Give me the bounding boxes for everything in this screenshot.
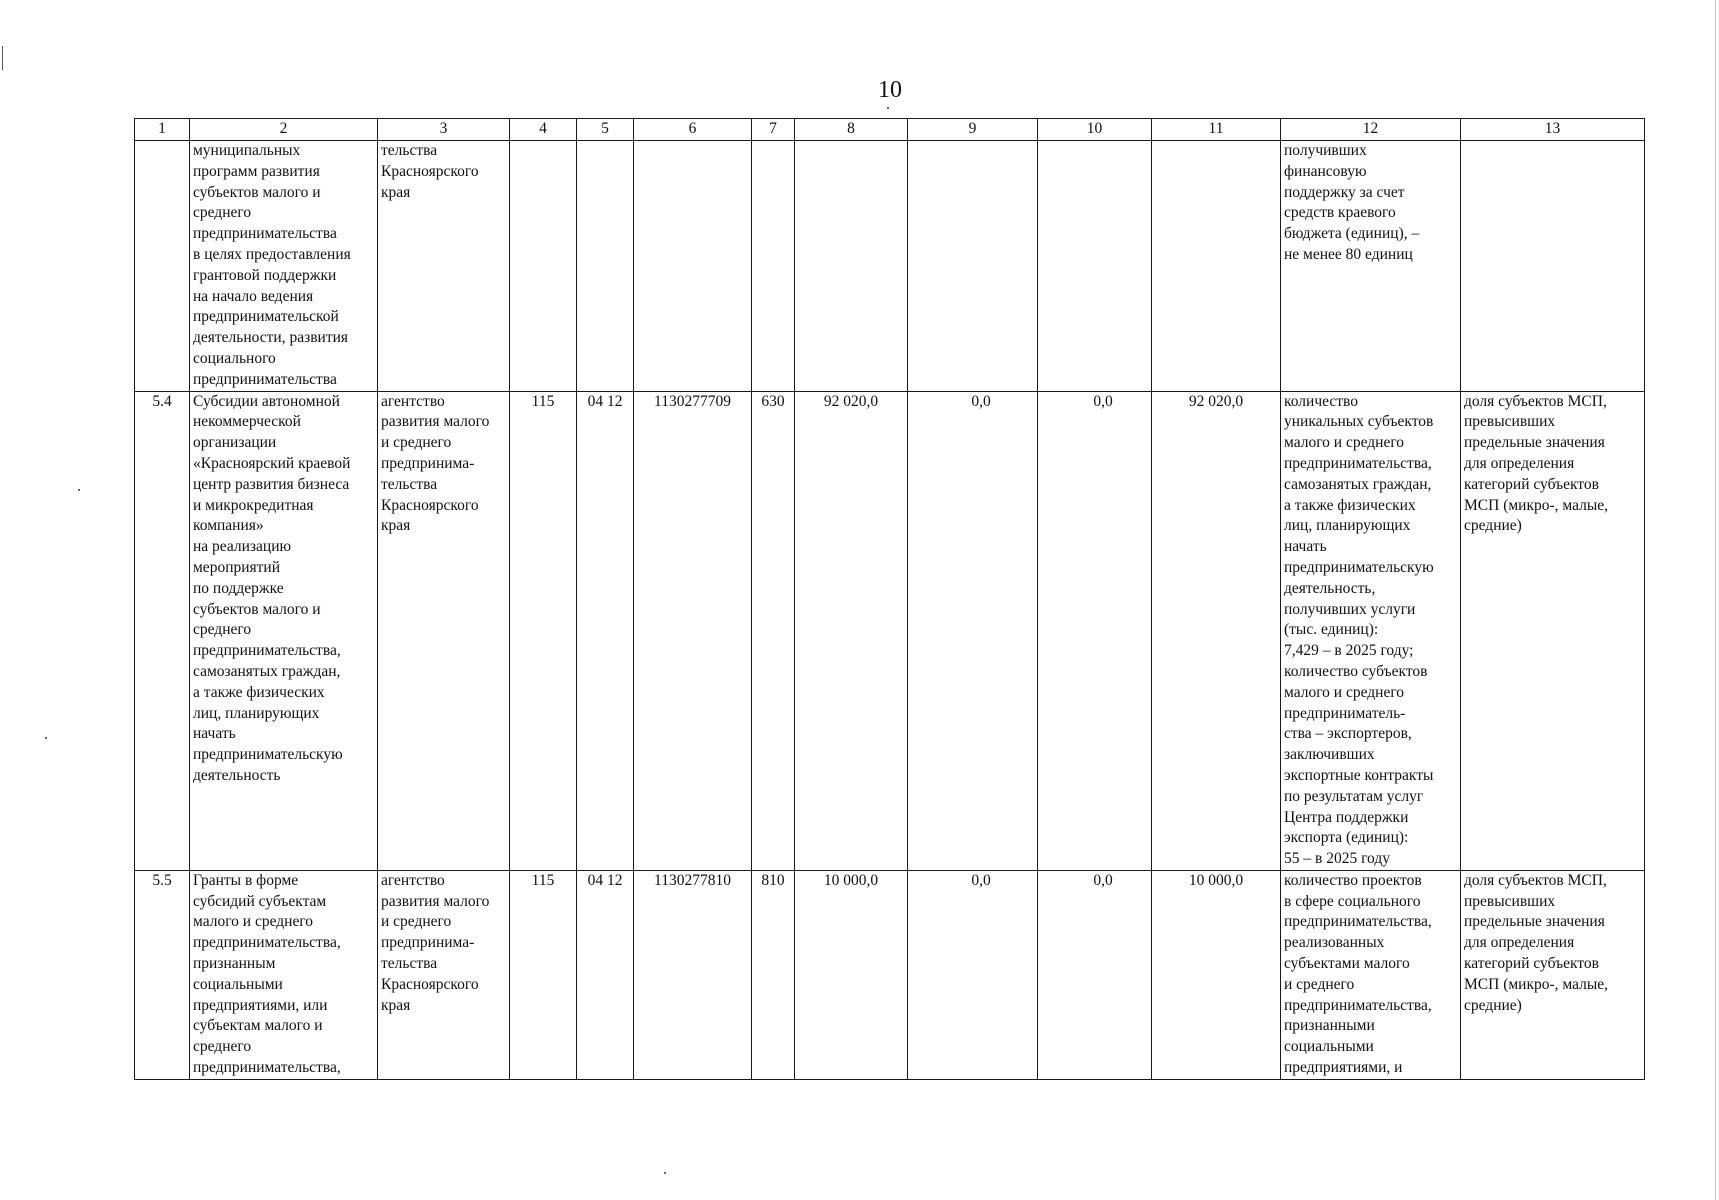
cell-text-line: финансовую	[1284, 162, 1367, 180]
cell-text-line: Центра поддержки	[1284, 808, 1409, 826]
cell-text-line: тельства	[381, 955, 438, 973]
cell-text-line: МСП (микро-, малые,	[1464, 975, 1609, 993]
table-cell-col9	[908, 141, 1038, 392]
table-cell-col3	[378, 391, 510, 870]
cell-text-line: заключивших	[1284, 746, 1375, 764]
cell-text-line: социальными	[1284, 1038, 1374, 1056]
cell-text-line: края	[381, 996, 411, 1014]
table-cell-col4	[510, 870, 577, 1079]
table-cell-col8	[795, 870, 908, 1079]
header-cell: 9	[908, 119, 1038, 141]
cell-text-line: 55 – в 2025 году	[1284, 850, 1390, 868]
cell-text-line: уникальных субъектов	[1284, 413, 1434, 431]
cell-text-line: Красноярского	[381, 975, 479, 993]
cell-text-line: предпринимательства,	[193, 642, 341, 660]
table-cell-col1	[135, 391, 190, 870]
table-cell-col5	[577, 870, 634, 1079]
cell-text-line: средние)	[1464, 517, 1522, 535]
cell-text-line: категорий субъектов	[1464, 475, 1599, 493]
cell-text: 0,0	[1093, 392, 1113, 410]
cell-text-line: края	[381, 517, 411, 535]
table-row	[135, 391, 1645, 870]
cell-text-line: самозанятых граждан,	[1284, 475, 1432, 493]
cell-text-line: субсидий субъектам	[193, 892, 327, 910]
cell-text-line: предпринимательства,	[193, 1059, 341, 1077]
header-cell: 2	[190, 119, 378, 141]
page-number: 10	[878, 77, 902, 103]
cell-text-line: и среднего	[1284, 975, 1355, 993]
cell-text: 810	[761, 871, 785, 889]
cell-text-line: количество субъектов	[1284, 662, 1428, 680]
cell-text-line: превысивших	[1464, 413, 1556, 431]
cell-text-line: начать	[1284, 538, 1327, 556]
cell-text-line: предпринимательства	[193, 370, 337, 388]
cell-text: 04 12	[587, 871, 623, 889]
cell-text-line: субъектам малого и	[193, 1017, 323, 1035]
cell-text-line: предпринимательскую	[193, 746, 343, 764]
cell-text-line: предприятиями, или	[193, 996, 328, 1014]
scan-margin-mark	[2, 46, 3, 70]
scan-speck	[664, 1172, 666, 1174]
cell-text-line: социальными	[193, 975, 283, 993]
cell-text-line: агентство	[381, 392, 445, 410]
cell-text-line: тельства	[381, 475, 438, 493]
cell-text-line: лиц, планирующих	[1284, 517, 1411, 535]
cell-text-line: деятельность	[193, 766, 281, 784]
cell-text-line: количество	[1284, 392, 1358, 410]
table-cell-col9	[908, 870, 1038, 1079]
cell-text-line: экспорта (единиц):	[1284, 829, 1409, 847]
table-header-row	[135, 119, 1645, 141]
cell-text-line: организации	[193, 434, 277, 452]
cell-text-line: центр развития бизнеса	[193, 475, 350, 493]
cell-text-line: категорий субъектов	[1464, 955, 1599, 973]
cell-text-line: предпринимательства,	[193, 934, 341, 952]
scan-speck	[45, 737, 47, 739]
cell-text-line: самозанятых граждан,	[193, 662, 341, 680]
cell-text-line: предпринимательства,	[1284, 996, 1432, 1014]
cell-text-line: предприятиями, и	[1284, 1059, 1403, 1077]
cell-text-line: и среднего	[381, 434, 452, 452]
cell-text: 0,0	[971, 871, 991, 889]
table-cell-col11	[1152, 391, 1281, 870]
table-row	[135, 141, 1645, 392]
cell-text-line: получивших услуги	[1284, 600, 1416, 618]
header-cell: 11	[1152, 119, 1281, 141]
header-cell: 12	[1281, 119, 1461, 141]
table-row	[135, 870, 1645, 1079]
cell-text-line: по поддержке	[193, 579, 284, 597]
cell-text-line: мероприятий	[193, 558, 281, 576]
table-cell-col6	[634, 141, 752, 392]
cell-text-line: Красноярского	[381, 496, 479, 514]
table-cell-col10	[1038, 870, 1152, 1079]
cell-text: 5.5	[152, 871, 172, 889]
cell-text-line: количество проектов	[1284, 871, 1422, 889]
table-cell-col12	[1281, 141, 1461, 392]
cell-text-line: малого и среднего	[193, 913, 314, 931]
cell-text-line: деятельность,	[1284, 579, 1376, 597]
header-cell: 3	[378, 119, 510, 141]
cell-text-line: и микрокредитная	[193, 496, 314, 514]
cell-text: 0,0	[971, 392, 991, 410]
cell-text-line: субъектами малого	[1284, 955, 1410, 973]
cell-text-line: некоммерческой	[193, 413, 301, 431]
cell-text: 115	[531, 392, 555, 410]
header-cell: 6	[634, 119, 752, 141]
cell-text: 1130277709	[654, 392, 731, 410]
cell-text-line: края	[381, 183, 411, 201]
table-cell-col12	[1281, 870, 1461, 1079]
table-cell-col13	[1461, 141, 1645, 392]
cell-text-line: предпринимательства,	[1284, 454, 1432, 472]
cell-text-line: средние)	[1464, 996, 1522, 1014]
cell-text-line: на реализацию	[193, 538, 292, 556]
cell-text: 04 12	[587, 392, 623, 410]
table-cell-col10	[1038, 391, 1152, 870]
table-cell-col7	[752, 141, 795, 392]
cell-text-line: малого и среднего	[1284, 683, 1405, 701]
cell-text-line: программ развития	[193, 162, 320, 180]
cell-text-line: грантовой поддержки	[193, 266, 337, 284]
header-cell: 5	[577, 119, 634, 141]
table-cell-col2	[190, 391, 378, 870]
cell-text-line: Гранты в форме	[193, 871, 299, 889]
table-cell-col1	[135, 870, 190, 1079]
table-cell-col2	[190, 870, 378, 1079]
header-cell: 8	[795, 119, 908, 141]
cell-text-line: компания»	[193, 517, 264, 535]
cell-text-line: предельные значения	[1464, 434, 1605, 452]
cell-text-line: средств краевого	[1284, 204, 1396, 222]
cell-text-line: Субсидии автономной	[193, 392, 340, 410]
cell-text: 0,0	[1093, 871, 1113, 889]
cell-text-line: предпринимательства	[193, 225, 337, 243]
cell-text-line: среднего	[193, 1038, 252, 1056]
cell-text-line: реализованных	[1284, 934, 1385, 952]
cell-text-line: (тыс. единиц):	[1284, 621, 1379, 639]
scan-speck	[887, 107, 889, 109]
cell-text-line: предпринимательской	[193, 308, 339, 326]
cell-text-line: доля субъектов МСП,	[1464, 871, 1607, 889]
cell-text-line: ства – экспортеров,	[1284, 725, 1412, 743]
cell-text: 10 000,0	[1188, 871, 1244, 889]
cell-text-line: в целях предоставления	[193, 245, 351, 263]
cell-text-line: деятельности, развития	[193, 329, 349, 347]
cell-text-line: предприниматель-	[1284, 704, 1406, 722]
cell-text-line: МСП (микро-, малые,	[1464, 496, 1609, 514]
table-cell-col3	[378, 870, 510, 1079]
header-cell: 13	[1461, 119, 1645, 141]
cell-text-line: начать	[193, 725, 236, 743]
cell-text-line: предпринимательства,	[1284, 913, 1432, 931]
cell-text-line: Красноярского	[381, 162, 479, 180]
table-cell-col5	[577, 391, 634, 870]
cell-text-line: субъектов малого и	[193, 600, 321, 618]
cell-text-line: малого и среднего	[1284, 434, 1405, 452]
cell-text-line: признанными	[1284, 1017, 1375, 1035]
table-cell-col13	[1461, 391, 1645, 870]
cell-text-line: в сфере социального	[1284, 892, 1421, 910]
cell-text-line: «Красноярский краевой	[193, 454, 351, 472]
cell-text: 10 000,0	[823, 871, 879, 889]
table-cell-col8	[795, 391, 908, 870]
cell-text-line: и среднего	[381, 913, 452, 931]
cell-text: 5.4	[152, 392, 172, 410]
scan-edge-line	[1715, 0, 1716, 1200]
cell-text-line: развития малого	[381, 892, 490, 910]
table-cell-col6	[634, 391, 752, 870]
cell-text-line: предпринима-	[381, 934, 475, 952]
table-cell-col4	[510, 141, 577, 392]
cell-text-line: не менее 80 единиц	[1284, 245, 1413, 263]
budget-table	[134, 118, 1645, 1080]
table-cell-col4	[510, 391, 577, 870]
cell-text-line: социального	[193, 349, 276, 367]
cell-text: 115	[531, 871, 555, 889]
table-cell-col11	[1152, 141, 1281, 392]
cell-text-line: признанным	[193, 955, 276, 973]
cell-text-line: для определения	[1464, 454, 1575, 472]
table-cell-col10	[1038, 141, 1152, 392]
cell-text-line: 7,429 – в 2025 году;	[1284, 642, 1414, 660]
table-cell-col6	[634, 870, 752, 1079]
cell-text-line: превысивших	[1464, 892, 1556, 910]
cell-text-line: предпринима-	[381, 454, 475, 472]
cell-text-line: предпринимательскую	[1284, 558, 1434, 576]
cell-text-line: субъектов малого и	[193, 183, 321, 201]
scan-speck	[78, 489, 80, 491]
cell-text-line: по результатам услуг	[1284, 787, 1424, 805]
table-cell-col7	[752, 391, 795, 870]
cell-text: 92 020,0	[823, 392, 879, 410]
cell-text-line: доля субъектов МСП,	[1464, 392, 1607, 410]
cell-text-line: на начало ведения	[193, 287, 314, 305]
cell-text-line: а также физических	[1284, 496, 1416, 514]
table-cell-col9	[908, 391, 1038, 870]
cell-text-line: поддержку за счет	[1284, 183, 1405, 201]
cell-text-line: предельные значения	[1464, 913, 1605, 931]
cell-text-line: развития малого	[381, 413, 490, 431]
cell-text-line: лиц, планирующих	[193, 704, 320, 722]
cell-text-line: среднего	[193, 621, 252, 639]
cell-text-line: получивших	[1284, 142, 1367, 159]
cell-text-line: для определения	[1464, 934, 1575, 952]
cell-text-line: экспортные контракты	[1284, 766, 1434, 784]
cell-text: 92 020,0	[1188, 392, 1244, 410]
cell-text-line: бюджета (единиц), –	[1284, 225, 1420, 243]
cell-text-line: агентство	[381, 871, 445, 889]
header-cell: 7	[752, 119, 795, 141]
cell-text-line: среднего	[193, 204, 252, 222]
table-cell-col13	[1461, 870, 1645, 1079]
header-cell: 1	[135, 119, 190, 141]
cell-text-line: муниципальных	[193, 142, 301, 159]
table-cell-col1	[135, 141, 190, 392]
table-cell-col11	[1152, 870, 1281, 1079]
table-cell-col5	[577, 141, 634, 392]
table-cell-col7	[752, 870, 795, 1079]
header-cell: 10	[1038, 119, 1152, 141]
table-cell-col3	[378, 141, 510, 392]
header-cell: 4	[510, 119, 577, 141]
cell-text: 630	[761, 392, 785, 410]
cell-text-line: а также физических	[193, 683, 325, 701]
cell-text: 1130277810	[654, 871, 731, 889]
table-cell-col2	[190, 141, 378, 392]
table-cell-col8	[795, 141, 908, 392]
table-cell-col12	[1281, 391, 1461, 870]
cell-text-line: тельства	[381, 142, 438, 159]
